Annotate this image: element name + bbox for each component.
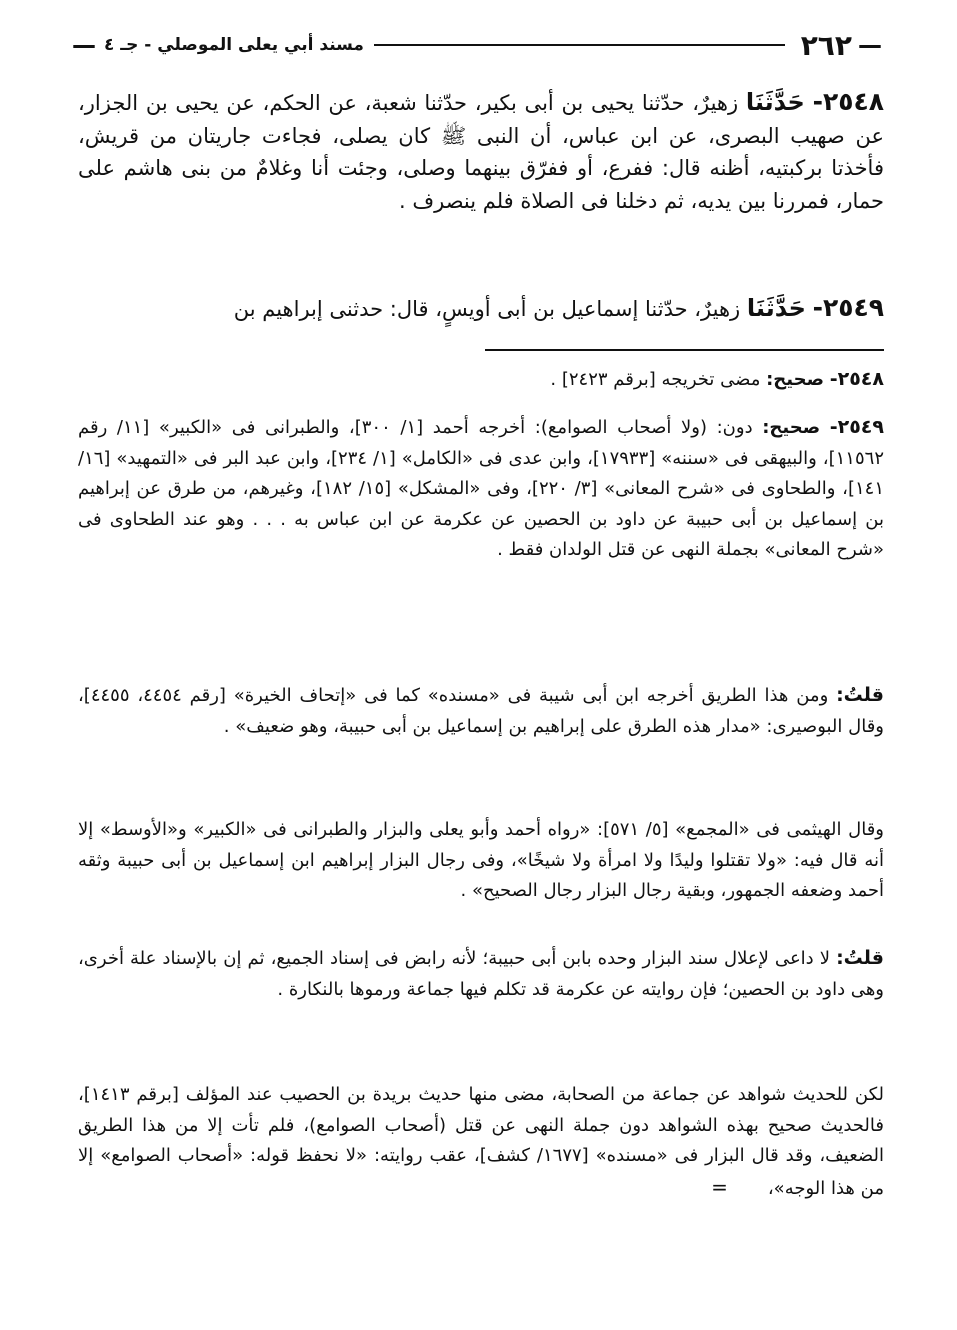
hadith-2549 [78, 292, 884, 326]
continuation-mark: = [711, 1174, 728, 1199]
footnote-number: ٢٥٤٩- [829, 416, 884, 438]
running-header [72, 30, 882, 60]
hadith-number: ٢٥٤٨- [812, 87, 884, 116]
hadith-number: ٢٥٤٩- [812, 293, 884, 322]
footnote-2549 [78, 412, 884, 566]
footnote-remark-1 [78, 680, 884, 742]
grading: صحيح: [766, 369, 824, 390]
footnote-shawahid [78, 1080, 884, 1204]
footnote-divider [485, 349, 884, 351]
remark-label: قلتُ: [836, 684, 884, 706]
page-number: ٢٦٢ [800, 28, 852, 62]
footnote-text: لا داعى لإعلال سند البزار وحده بابن أبى حبيبة؛ لأنه رابض فى إسناد الجميع، ثم إن بالإسناد علة أخرى، وهى داود بن الحصين؛ فإن روايته عن عكرمة قد تكلم فيها جماعة ورموها بالنكارة . [78, 948, 884, 1000]
header-tail-dash: — [72, 31, 96, 59]
footnote-text: ومن هذا الطريق أخرجه ابن أبى شيبة فى «مسنده» كما فى «إتحاف الخيرة» [رقم ٤٤٥٤، ٤٤٥٥]، وقال البوصيرى: «مدار هذه الطرق على إبراهيم بن إسماعيل بن أبى حبيبة، وهو ضعيف» . [78, 685, 884, 737]
footnote-text: لكن للحديث شواهد عن جماعة من الصحابة، مضى منها حديث بريدة بن الحصيب عند المؤلف [برقم ١٤١٣]، فالحديث صحيح بهذه الشواهد دون جملة النهى عن قتل (أصحاب الصوامع)، فلم تأت إلا من هذا الطريق الضعيف، وقد قال البزار فى «مسنده» [١٦٧٧/ كشف]، عقب روايته: «لا نحفظ قوله: «أصحاب الصوامع» إلا من هذا الوجه»، [78, 1084, 884, 1199]
hadith-opening: حَدَّثَنَا [746, 294, 806, 322]
footnote-text: وقال الهيثمى فى «المجمع» [٥/ ٥٧١]: «رواه أحمد وأبو يعلى والبزار والطبرانى فى «الكبير» و«الأوسط» إلا أنه قال فيه: «ولا تقتلوا وليدًا ولا امرأة ولا شيخًا»، وفى رجال البزار إبراهيم ابن إسماعيل بن أبى حبيبة وثقه أحمد وضعفه الجمهور، وبقية رجال البزار رجال الصحيح» . [78, 819, 884, 902]
header-dash: — [858, 31, 882, 59]
footnote-number: ٢٥٤٨- [829, 368, 884, 390]
footnote-remark-2 [78, 943, 884, 1005]
footnote-text: مضى تخريجه [برقم ٢٤٢٣] . [550, 369, 767, 390]
footnote-haythami [78, 815, 884, 907]
hadith-2548 [78, 86, 884, 217]
footnote-text: دون: (ولا أصحاب الصوامع): أخرجه أحمد [١/ ٣٠٠]، والطبرانى فى «الكبير» [١١/ رقم ١١٥٦٢]، والبيهقى فى «سننه» [١٧٩٣٣]، وابن عدى فى «الكامل» [١/ ٢٣٤]، وابن عبد البر فى «التمهيد» [١٦/ ١٤١]، والطحاوى فى «شرح المعانى» [٣/ ٢٢٠]، وفى «المشكل» [١٥/ ١٨٢]، وغيرهم، من طرق عن إبراهيم بن إسماعيل بن أبى حبيبة عن داود بن الحصين عن عكرمة عن ابن عباس به . . . وهو عند الطحاوى فى «شرح المعانى» بجملة النهى عن قتل الولدان فقط . [78, 417, 884, 561]
header-rule [374, 44, 785, 46]
hadith-text: زهيرٌ، حدّثنا يحيى بن أبى بكير، حدّثنا شعبة، عن الحكم، عن يحيى بن الجزار، عن صهيب البصرى، عن ابن عباس، أن النبى ﷺ كان يصلى، فجاءت جاريتان من قريش، فأخذتا بركبتيه، أظنه قال: ففرع، أو ففرّق بينهما وصلى، وجئت أنا وغلامٌ من بنى هاشم على حمار، فمررنا بين يديه، ثم دخلنا فى الصلاة فلم ينصرف . [78, 91, 884, 213]
hadith-text: زهيرٌ، حدّثنا إسماعيل بن أبى أويسٍ، قال: حدثنى إبراهيم بن [233, 297, 747, 321]
remark-label: قلتُ: [836, 947, 884, 969]
footnote-2548 [78, 364, 884, 396]
running-title: مسند أبي يعلى الموصلي - جـ ٤ [104, 35, 364, 55]
grading: صحيح: [762, 417, 821, 438]
hadith-opening: حَدَّثَنَا [745, 88, 805, 116]
